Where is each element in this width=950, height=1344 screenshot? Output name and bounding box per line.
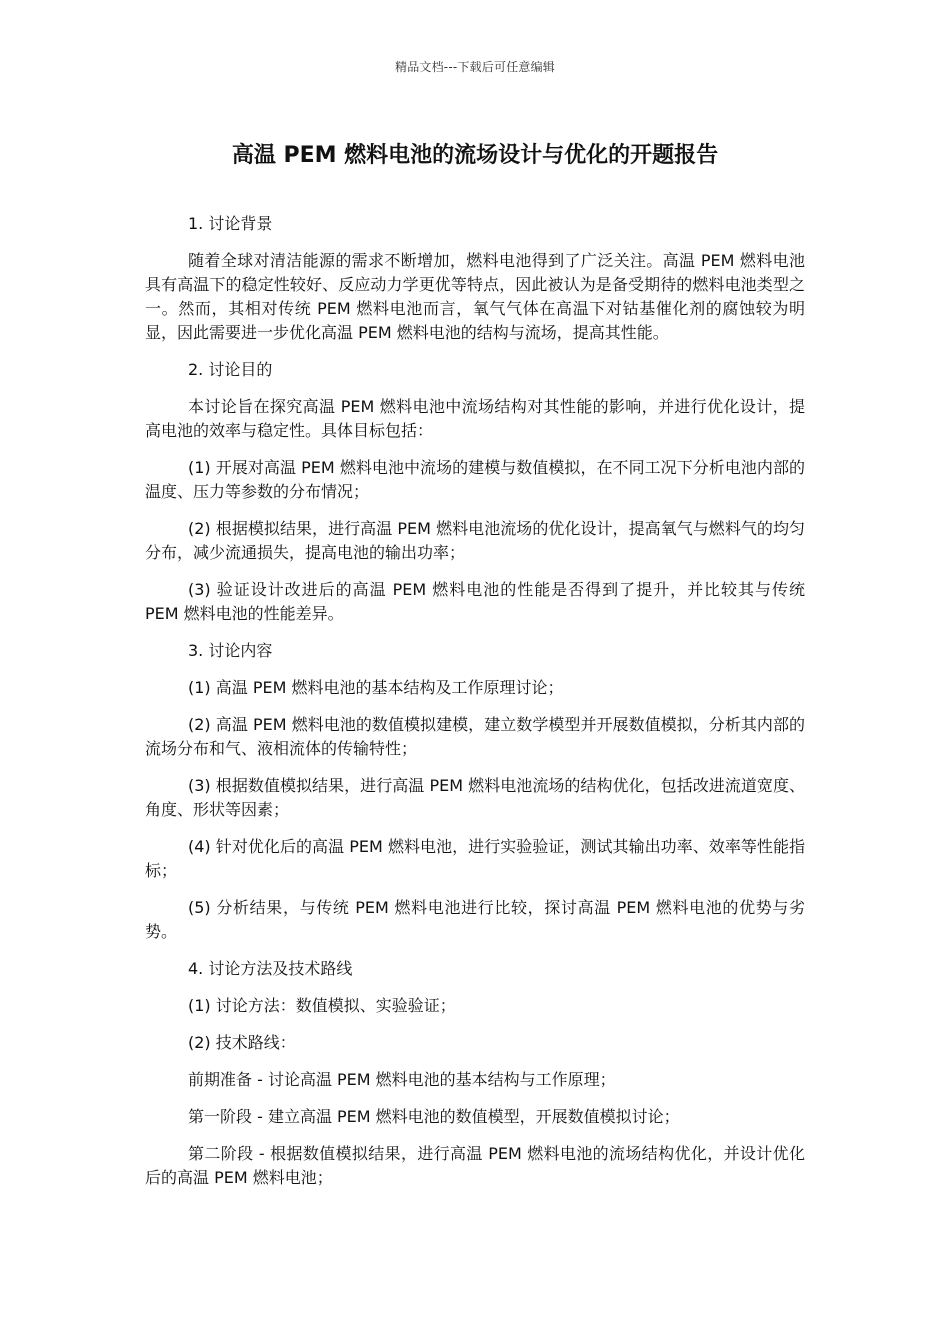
- content-item-3: (3) 根据数值模拟结果，进行高温 PEM 燃料电池流场的结构优化，包括改进流道宽度、角度、形状等因素；: [145, 776, 805, 819]
- content-item-4: (4) 针对优化后的高温 PEM 燃料电池，进行实验验证，测试其输出功率、效率等性能指标；: [145, 837, 805, 880]
- content-item-2: (2) 高温 PEM 燃料电池的数值模拟建模，建立数学模型并开展数值模拟，分析其内部的流场分布和气、液相流体的传输特性；: [145, 715, 805, 758]
- methods-item-2: (2) 技术路线：: [188, 1033, 296, 1052]
- purpose-item-2: (2) 根据模拟结果，进行高温 PEM 燃料电池流场的优化设计，提高氧气与燃料气的均匀分布，减少流通损失，提高电池的输出功率；: [145, 519, 805, 562]
- route-step-prep: 前期准备 - 讨论高温 PEM 燃料电池的基本结构与工作原理；: [188, 1070, 616, 1089]
- page-header: 精品文档---下载后可任意编辑: [395, 60, 555, 74]
- section-heading-purpose: 2. 讨论目的: [188, 360, 273, 379]
- paragraph-purpose: 本讨论旨在探究高温 PEM 燃料电池中流场结构对其性能的影响，并进行优化设计，提高电池的效率与稳定性。具体目标包括：: [145, 397, 805, 440]
- content-item-5: (5) 分析结果，与传统 PEM 燃料电池进行比较，探讨高温 PEM 燃料电池的优势与劣势。: [145, 898, 805, 941]
- route-step-1: 第一阶段 - 建立高温 PEM 燃料电池的数值模型，开展数值模拟讨论；: [188, 1107, 680, 1126]
- methods-item-1: (1) 讨论方法：数值模拟、实验验证；: [188, 996, 456, 1015]
- document-title: 高温 PEM 燃料电池的流场设计与优化的开题报告: [231, 143, 719, 168]
- purpose-item-1: (1) 开展对高温 PEM 燃料电池中流场的建模与数值模拟，在不同工况下分析电池内部的温度、压力等参数的分布情况；: [145, 458, 805, 501]
- section-heading-background: 1. 讨论背景: [188, 214, 273, 233]
- content-item-1: (1) 高温 PEM 燃料电池的基本结构及工作原理讨论；: [188, 678, 564, 697]
- section-heading-methods: 4. 讨论方法及技术路线: [188, 959, 353, 978]
- paragraph-background: 随着全球对清洁能源的需求不断增加，燃料电池得到了广泛关注。高温 PEM 燃料电池具有高温下的稳定性较好、反应动力学更优等特点，因此被认为是备受期待的燃料电池类型之一。然而，其相对传统 PEM 燃料电池而言，氧气气体在高温下对钴基催化剂的腐蚀较为明显，因此需要进一步优化高温 PEM 燃料电池的结构与流场，提高其性能。: [145, 251, 805, 342]
- section-heading-content: 3. 讨论内容: [188, 641, 273, 660]
- route-step-2: 第二阶段 - 根据数值模拟结果，进行高温 PEM 燃料电池的流场结构优化，并设计优化后的高温 PEM 燃料电池；: [145, 1144, 805, 1187]
- purpose-item-3: (3) 验证设计改进后的高温 PEM 燃料电池的性能是否得到了提升，并比较其与传统 PEM 燃料电池的性能差异。: [145, 580, 805, 623]
- document-body: [145, 212, 805, 1203]
